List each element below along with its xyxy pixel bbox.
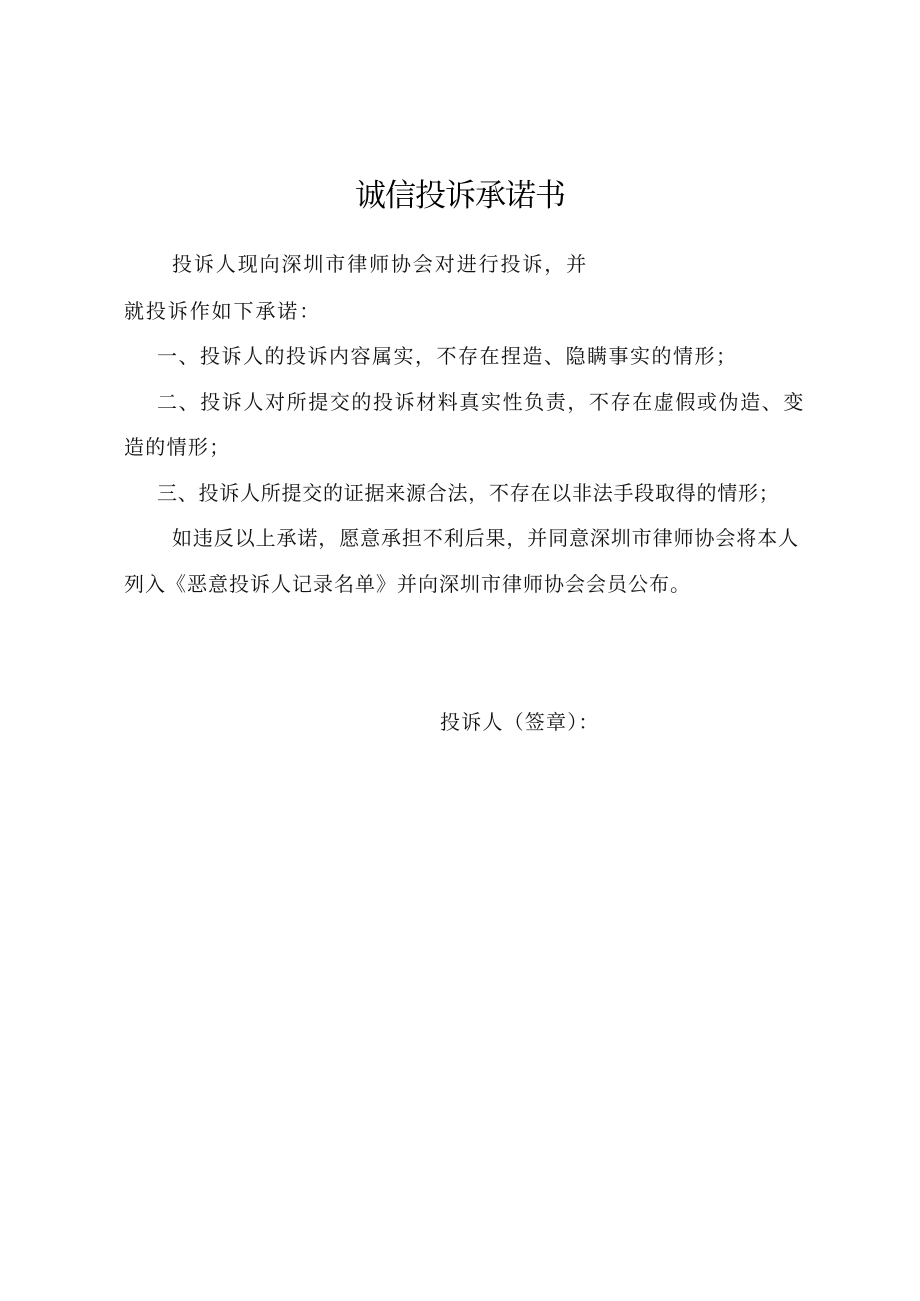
commitment-item-3: 三、投诉人所提交的证据来源合法，不存在以非法手段取得的情形；	[157, 481, 780, 505]
commitment-item-2-line-1: 二、投诉人对所提交的投诉材料真实性负责，不存在虚假或伪造、变	[157, 390, 805, 414]
signature-label: 投诉人（签章）：	[440, 710, 600, 734]
commitment-item-1: 一、投诉人的投诉内容属实，不存在捏造、隐瞒事实的情形；	[157, 344, 738, 368]
closing-line-1: 如违反以上承诺，愿意承担不利后果，并同意深圳市律师协会将本人	[172, 526, 799, 550]
document-title: 诚信投诉承诺书	[355, 178, 565, 214]
commitment-item-2-line-2: 造的情形；	[124, 435, 231, 459]
closing-line-2: 列入《恶意投诉人记录名单》并向深圳市律师协会会员公布。	[124, 572, 691, 596]
intro-line-1: 投诉人现向深圳市律师协会对进行投诉，并	[172, 252, 589, 276]
intro-line-2: 就投诉作如下承诺：	[124, 299, 322, 323]
